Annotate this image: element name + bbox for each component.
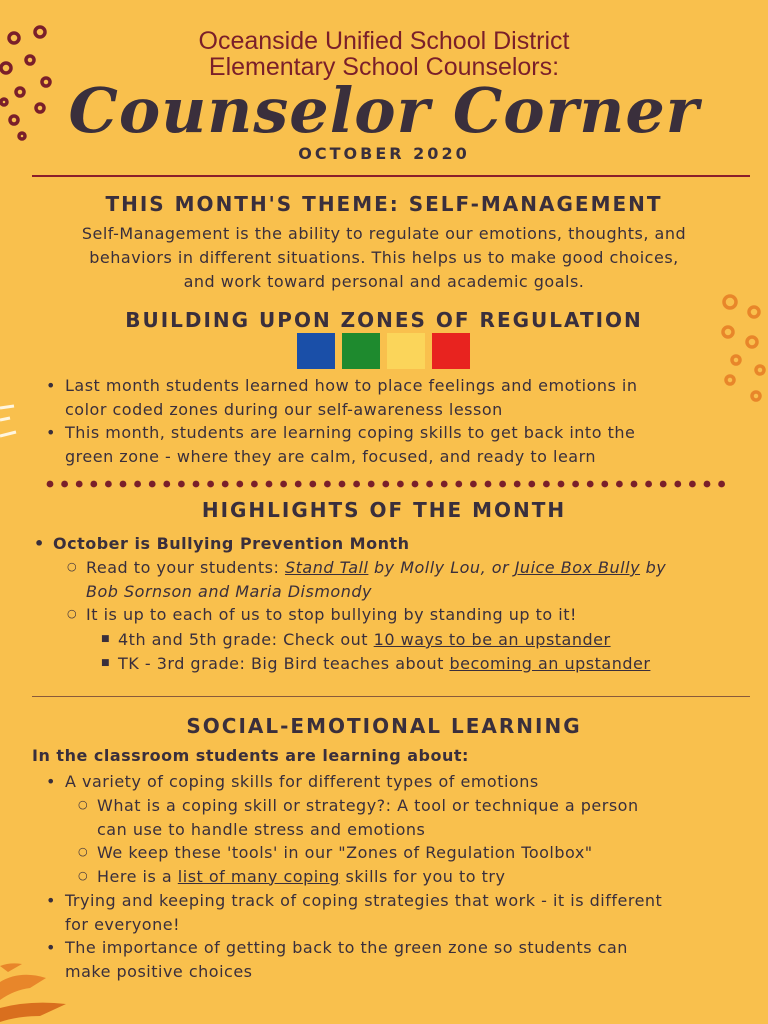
divider-dot bbox=[514, 481, 521, 488]
divider-dot bbox=[178, 481, 185, 488]
list-item: • The importance of getting back to the green zone so students can make positive choices bbox=[65, 936, 755, 983]
divider-dot bbox=[368, 481, 375, 488]
divider-dot bbox=[251, 481, 258, 488]
divider-dot bbox=[397, 481, 404, 488]
theme-line: and work toward personal and academic goals. bbox=[183, 272, 585, 291]
list-item: ○ We keep these 'tools' in our "Zones of Regulation Toolbox" bbox=[97, 841, 747, 865]
sel-heading: SOCIAL-EMOTIONAL LEARNING bbox=[186, 714, 582, 738]
theme-description bbox=[0, 222, 768, 294]
divider-dot bbox=[470, 481, 477, 488]
section-divider bbox=[32, 696, 750, 697]
divider-dot bbox=[426, 481, 433, 488]
divider-dot bbox=[689, 481, 696, 488]
list-item: ○ What is a coping skill or strategy?: A tool or technique a person can use to handle stress and emotions bbox=[97, 794, 747, 841]
stand-tall-link[interactable]: Stand Tall bbox=[284, 558, 369, 577]
divider-dot bbox=[382, 481, 389, 488]
zones-list bbox=[65, 374, 755, 468]
divider-dot bbox=[455, 481, 462, 488]
list-item: ○ Read to your students: Stand Tall by Molly Lou, or Juice Box Bully by Bob Sornson and Maria Dismondy bbox=[86, 556, 756, 603]
divider-dot bbox=[90, 481, 97, 488]
theme-heading: THIS MONTH'S THEME: SELF-MANAGEMENT bbox=[105, 192, 663, 216]
yellow-zone-swatch bbox=[387, 333, 425, 369]
highlights-list bbox=[53, 532, 753, 556]
divider-dot bbox=[280, 481, 287, 488]
divider-dot bbox=[339, 481, 346, 488]
highlights-heading: HIGHLIGHTS OF THE MONTH bbox=[201, 498, 567, 522]
green-zone-swatch bbox=[342, 333, 380, 369]
divider-dot bbox=[222, 481, 229, 488]
divider-dot bbox=[572, 481, 579, 488]
divider-dot bbox=[163, 481, 170, 488]
sel-intro: In the classroom students are learning about: bbox=[32, 746, 469, 765]
divider-dot bbox=[47, 481, 54, 488]
sel-list-2 bbox=[65, 889, 755, 983]
divider-dot bbox=[295, 481, 302, 488]
divider-dot bbox=[601, 481, 608, 488]
dotted-divider bbox=[46, 478, 736, 490]
red-zone-swatch bbox=[432, 333, 470, 369]
theme-line: behaviors in different situations. This helps us to make good choices, bbox=[89, 248, 679, 267]
divider-dot bbox=[105, 481, 112, 488]
list-item: • A variety of coping skills for different types of emotions bbox=[65, 770, 755, 794]
divider-dot bbox=[236, 481, 243, 488]
divider-dot bbox=[660, 481, 667, 488]
divider-dot bbox=[353, 481, 360, 488]
divider-dot bbox=[499, 481, 506, 488]
highlights-sublist bbox=[86, 556, 756, 627]
list-item: • This month, students are learning coping skills to get back into the green zone - where they are calm, focused, and ready to learn bbox=[65, 421, 755, 468]
divider-dot bbox=[120, 481, 127, 488]
divider-dot bbox=[558, 481, 565, 488]
sel-sublist bbox=[97, 794, 747, 888]
divider-dot bbox=[528, 481, 535, 488]
divider-dot bbox=[631, 481, 638, 488]
divider-dot bbox=[674, 481, 681, 488]
newsletter-month: OCTOBER 2020 bbox=[298, 144, 470, 163]
theme-line: Self-Management is the ability to regulate our emotions, thoughts, and bbox=[81, 224, 687, 243]
divider-dot bbox=[485, 481, 492, 488]
sel-list bbox=[65, 770, 755, 794]
list-item: • Last month students learned how to place feelings and emotions in color coded zones during our self-awareness lesson bbox=[65, 374, 755, 421]
list-item: ■ 4th and 5th grade: Check out 10 ways to be an upstander bbox=[118, 628, 758, 652]
page-title: Counselor Corner bbox=[68, 74, 700, 147]
divider-dot bbox=[412, 481, 419, 488]
grade-list bbox=[118, 628, 758, 675]
list-item: ○ Here is a list of many coping skills for you to try bbox=[97, 865, 747, 889]
juice-box-bully-link[interactable]: Juice Box Bully bbox=[514, 558, 641, 577]
divider-dot bbox=[61, 481, 68, 488]
list-item: • October is Bullying Prevention Month bbox=[53, 532, 753, 556]
list-item: ○ It is up to each of us to stop bullying by standing up to it! bbox=[86, 603, 756, 627]
divider-dot bbox=[207, 481, 214, 488]
list-item: • Trying and keeping track of coping strategies that work - it is different for everyone! bbox=[65, 889, 755, 936]
decorative-brush-left bbox=[0, 400, 20, 450]
divider-dot bbox=[266, 481, 273, 488]
zones-heading: BUILDING UPON ZONES OF REGULATION bbox=[125, 308, 643, 332]
decorative-brush-bottom-left bbox=[0, 960, 70, 1024]
becoming-upstander-link[interactable]: becoming an upstander bbox=[449, 653, 651, 673]
list-item: ■ TK - 3rd grade: Big Bird teaches about becoming an upstander bbox=[118, 652, 758, 676]
divider-dot bbox=[309, 481, 316, 488]
divider-dot bbox=[441, 481, 448, 488]
divider-dot bbox=[543, 481, 550, 488]
divider-dot bbox=[704, 481, 711, 488]
coping-skills-link[interactable]: list of many coping bbox=[177, 866, 340, 886]
upstander-ways-link[interactable]: 10 ways to be an upstander bbox=[373, 630, 611, 649]
divider-dot bbox=[645, 481, 652, 488]
district-name: Oceanside Unified School District bbox=[198, 27, 570, 55]
divider-dot bbox=[324, 481, 331, 488]
divider-dot bbox=[718, 481, 725, 488]
header-subtitle: Elementary School Counselors: bbox=[208, 53, 560, 81]
header-divider bbox=[32, 175, 750, 177]
divider-dot bbox=[149, 481, 156, 488]
divider-dot bbox=[587, 481, 594, 488]
divider-dot bbox=[616, 481, 623, 488]
blue-zone-swatch bbox=[297, 333, 335, 369]
divider-dot bbox=[134, 481, 141, 488]
divider-dot bbox=[193, 481, 200, 488]
divider-dot bbox=[76, 481, 83, 488]
